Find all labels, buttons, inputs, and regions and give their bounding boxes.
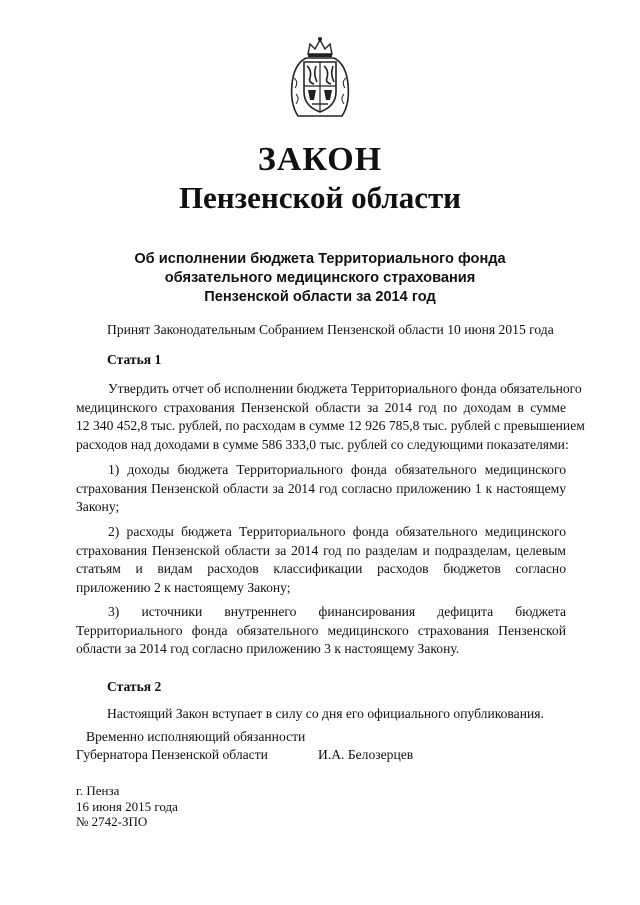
text-line: страхования Пензенской области за 2014 год по разделам и подразделам, целевым: [76, 542, 566, 558]
document-footer: [76, 783, 178, 830]
article-2-heading: Статья 2: [107, 679, 162, 694]
region-subtitle: Пензенской области: [178, 180, 462, 215]
text-line: Территориального фонда обязательного медицинского страхования Пензенской: [76, 622, 566, 638]
text-line: приложению 2 к настоящему Закону;: [76, 579, 291, 595]
article-1-item-1: [76, 461, 566, 517]
law-title-line: Пензенской области за 2014 год: [204, 289, 436, 305]
footer-number: № 2742-ЗПО: [76, 814, 148, 829]
adoption-note: Принят Законодательным Собранием Пензенской области 10 июня 2015 года: [107, 322, 554, 337]
text-line: Утвердить отчет об исполнении бюджета Территориального фонда обязательного: [108, 381, 582, 396]
text-line: 12 340 452,8 тыс. рублей, по расходам в сумме 12 926 785,8 тыс. рублей с превышением: [76, 418, 585, 434]
document-type-title: ЗАКОН: [257, 141, 383, 178]
article-1-intro: [76, 380, 585, 454]
text-line: 1) доходы бюджета Территориального фонда обязательного медицинского: [108, 462, 566, 477]
article-1-item-2: [76, 523, 566, 597]
text-line: 3) источники внутреннего финансирования дефицита бюджета: [108, 604, 566, 619]
footer-city: г. Пенза: [76, 783, 120, 798]
law-title: [80, 250, 560, 307]
text-line: 2) расходы бюджета Территориального фонда обязательного медицинского: [108, 524, 566, 539]
article-2-text: Настоящий Закон вступает в силу со дня его официального опубликования.: [107, 706, 544, 721]
article-1-heading: Статья 1: [107, 352, 162, 367]
footer-date: 16 июня 2015 года: [76, 798, 178, 814]
signatory-position-line-2: Губернатора Пензенской области: [76, 747, 268, 762]
signatory-name: И.А. Белозерцев: [318, 747, 414, 762]
text-line: Закону;: [76, 499, 120, 515]
text-line: страхования Пензенской области за 2014 год согласно приложению 1 к настоящему: [76, 480, 566, 496]
text-line: медицинского страхования Пензенской области за 2014 год по доходам в сумме: [76, 399, 566, 415]
signatory-position-line-1: Временно исполняющий обязанности: [86, 729, 306, 744]
text-line: статьям и видам расходов классификации расходов бюджетов согласно: [76, 561, 566, 577]
article-1-item-3: [76, 603, 566, 659]
law-title-line: Об исполнении бюджета Территориального фонда: [134, 251, 506, 267]
coat-of-arms-icon: [286, 34, 354, 120]
text-line: области за 2014 год согласно приложению 3 к настоящему Закону.: [76, 641, 460, 657]
law-title-line: обязательного медицинского страхования: [164, 270, 476, 286]
text-line: расходов над доходами в сумме 586 333,0 тыс. рублей со следующими показателями:: [76, 436, 569, 452]
